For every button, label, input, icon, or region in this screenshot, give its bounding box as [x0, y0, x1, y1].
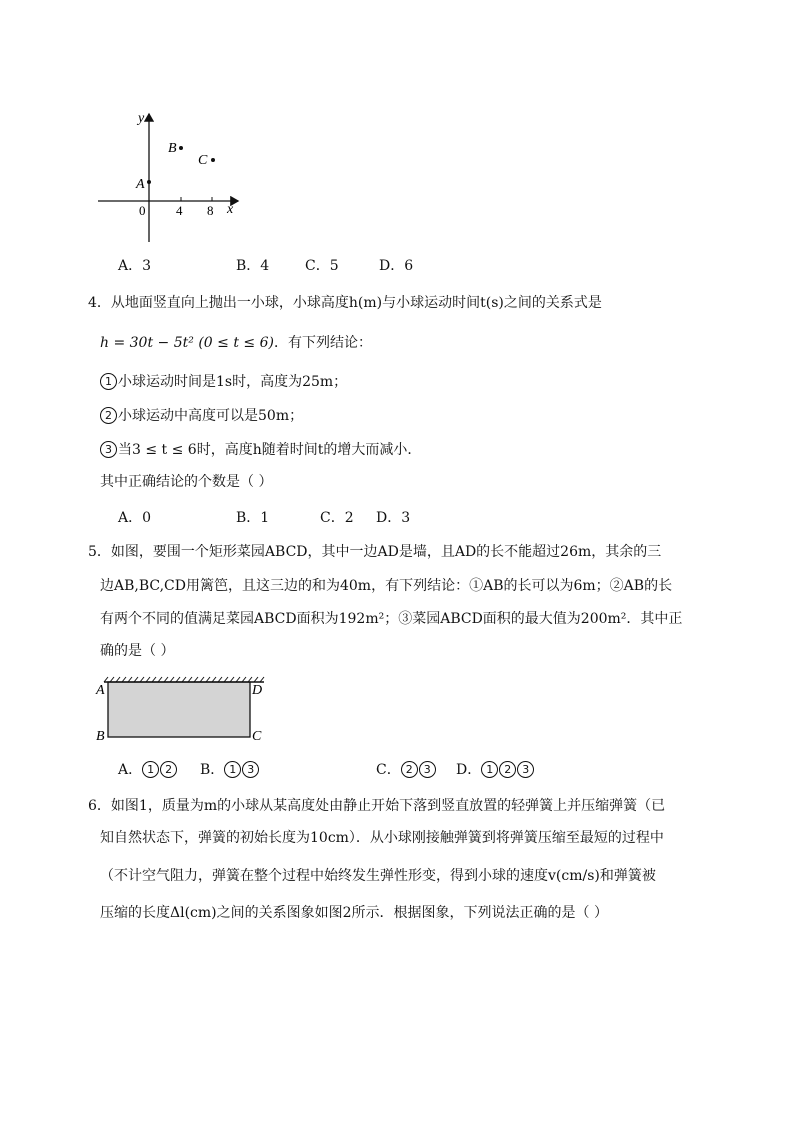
label-d: D: [252, 683, 263, 698]
q4-stem-line1: 4．从地面竖直向上抛出一小球，小球高度h(m)与小球运动时间t(s)之间的关系式是: [88, 295, 602, 311]
q5-option-c-letter: C．: [376, 762, 401, 778]
circled-number: 2: [401, 761, 418, 778]
q5-option-b-letter: B．: [200, 762, 225, 778]
q5-garden-figure: [92, 672, 272, 744]
q3-option-c[interactable]: C．5: [305, 258, 339, 274]
q4-item-3-text: 当3 ≤ t ≤ 6时，高度h随着时间t的增大而减小．: [118, 442, 422, 458]
label-b: B: [96, 729, 105, 744]
label-a: A: [96, 683, 105, 698]
q6-line3: （不计空气阻力，弹簧在整个过程中始终发生弹性形变，得到小球的速度v(cm/s)和弹簧被: [100, 868, 656, 884]
q4-formula: h = 30t − 5t² (0 ≤ t ≤ 6): [100, 335, 274, 351]
x-axis-label: x: [227, 202, 234, 217]
circled-number: 1: [481, 761, 498, 778]
circled-number: 2: [499, 761, 516, 778]
q3-option-a[interactable]: A．3: [118, 258, 152, 274]
q4-formula-tail: ．有下列结论：: [273, 335, 372, 351]
circled-number: 1: [224, 761, 241, 778]
q4-option-b[interactable]: B．1: [236, 510, 270, 526]
point-b-label: B: [168, 141, 177, 156]
q5-stem-line4: 确的是（ ）: [100, 643, 175, 659]
q4-formula-line: [100, 333, 372, 353]
circled-number: 3: [419, 761, 436, 778]
point-c: [211, 158, 215, 162]
q4-item-1: [100, 372, 347, 392]
point-b: [179, 146, 183, 150]
q4-item-2-text: 小球运动中高度可以是50m；: [118, 408, 304, 424]
q4-option-c[interactable]: C．2: [320, 510, 354, 526]
q4-question: 其中正确结论的个数是（ ）: [100, 474, 273, 490]
circled-number: 3: [100, 441, 117, 458]
point-a: [147, 180, 151, 184]
y-axis-label: y: [138, 111, 145, 126]
q3-coordinate-figure: [92, 108, 252, 248]
q5-option-a-letter: A．: [118, 762, 143, 778]
circled-number: 3: [242, 761, 259, 778]
garden-rectangle: [108, 682, 250, 737]
q6-line2: 知自然状态下，弹簧的初始长度为10cm）．从小球刚接触弹簧到将弹簧压缩至最短的过程中: [100, 830, 664, 846]
tick-8-label: 8: [207, 203, 214, 218]
q5-stem-line3: 有两个不同的值满足菜园ABCD面积为192m²；③菜园ABCD面积的最大值为200m²．其中正: [100, 611, 683, 627]
q4-option-d[interactable]: D．3: [376, 510, 411, 526]
q5-stem-line2: 边AB,BC,CD用篱笆，且这三边的和为40m，有下列结论：①AB的长可以为6m；②AB的长: [100, 578, 673, 594]
label-c: C: [252, 729, 262, 744]
tick-4-label: 4: [176, 203, 183, 218]
circled-number: 1: [100, 373, 117, 390]
circled-number: 3: [517, 761, 534, 778]
circled-number: 2: [100, 407, 117, 424]
q5-stem-line1: 5．如图，要围一个矩形菜园ABCD，其中一边AD是墙，且AD的长不能超过26m，其余的三: [88, 544, 662, 560]
q5-option-d[interactable]: [456, 760, 535, 780]
q6-line1: 6．如图1，质量为m的小球从某高度处由静止开始下落到竖直放置的轻弹簧上并压缩弹簧（已: [88, 798, 666, 814]
q6-line4: 压缩的长度Δl(cm)之间的关系图象如图2所示．根据图象，下列说法正确的是（ ）: [100, 905, 608, 921]
q4-option-a[interactable]: A．0: [118, 510, 152, 526]
origin-label: 0: [139, 203, 146, 218]
q3-option-b[interactable]: B．4: [236, 258, 270, 274]
q3-option-d[interactable]: D．6: [379, 258, 414, 274]
circled-number: 1: [142, 761, 159, 778]
q5-option-a[interactable]: [118, 760, 178, 780]
q4-item-1-text: 小球运动时间是1s时，高度为25m；: [118, 374, 348, 390]
point-c-label: C: [198, 153, 208, 168]
point-a-label: A: [136, 177, 145, 192]
circled-number: 2: [160, 761, 177, 778]
q5-option-c[interactable]: [376, 760, 437, 780]
q4-item-2: [100, 406, 303, 426]
q5-option-b[interactable]: [200, 760, 260, 780]
q5-option-d-letter: D．: [456, 762, 482, 778]
q4-item-3: [100, 440, 421, 460]
